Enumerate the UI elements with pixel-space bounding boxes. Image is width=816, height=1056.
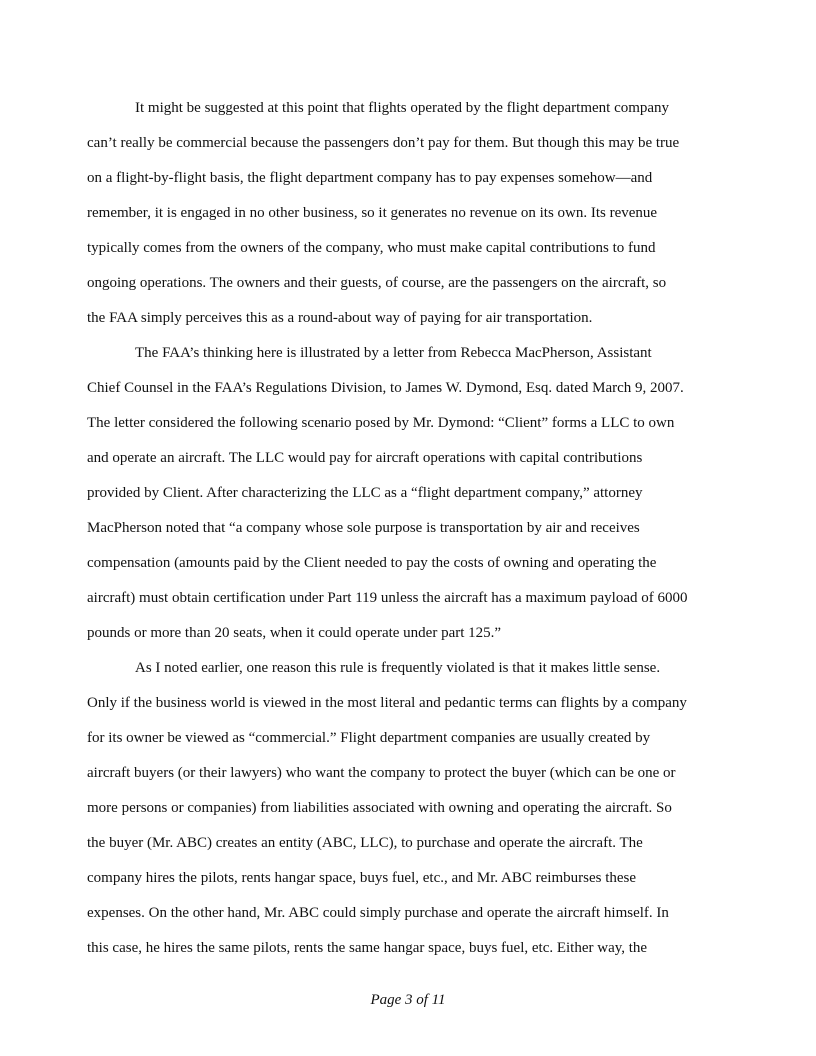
text-line: and operate an aircraft. The LLC would pay for aircraft operations with capital contributions [87,450,643,466]
text-line: provided by Client. After characterizing the LLC as a “flight department company,” attorney [87,485,643,501]
text-line: more persons or companies) from liabilities associated with owning and operating the aircraft. So [87,800,672,816]
text-line: the buyer (Mr. ABC) creates an entity (ABC, LLC), to purchase and operate the aircraft. The [87,835,643,851]
text-line: the FAA simply perceives this as a round-about way of paying for air transportation. [87,310,593,326]
text-line: As I noted earlier, one reason this rule is frequently violated is that it makes little sense. [135,660,661,676]
text-line: Chief Counsel in the FAA’s Regulations Division, to James W. Dymond, Esq. dated March 9, 2007. [87,380,684,396]
paragraph-2 [87,336,735,651]
text-line: company hires the pilots, rents hangar space, buys fuel, etc., and Mr. ABC reimburses these [87,870,637,886]
text-line: The letter considered the following scenario posed by Mr. Dymond: “Client” forms a LLC to own [87,415,675,431]
text-line: for its owner be viewed as “commercial.” Flight department companies are usually created by [87,730,651,746]
text-line: this case, he hires the same pilots, rents the same hangar space, buys fuel, etc. Either way, the [87,940,648,956]
paragraph-1 [87,91,735,336]
text-line: It might be suggested at this point that flights operated by the flight department company [135,100,670,116]
text-line: Only if the business world is viewed in the most literal and pedantic terms can flights by a company [87,695,687,711]
text-line: pounds or more than 20 seats, when it could operate under part 125.” [87,625,502,641]
document-body [87,91,735,966]
text-line: The FAA’s thinking here is illustrated by a letter from Rebecca MacPherson, Assistant [135,345,652,361]
text-line: compensation (amounts paid by the Client needed to pay the costs of owning and operating the [87,555,657,571]
text-line: expenses. On the other hand, Mr. ABC could simply purchase and operate the aircraft himself. In [87,905,669,921]
text-line: MacPherson noted that “a company whose sole purpose is transportation by air and receives [87,520,640,536]
text-line: aircraft) must obtain certification under Part 119 unless the aircraft has a maximum payload of 6000 [87,590,688,606]
text-line: ongoing operations. The owners and their guests, of course, are the passengers on the aircraft, so [87,275,667,291]
text-line: aircraft buyers (or their lawyers) who want the company to protect the buyer (which can be one or [87,765,676,781]
text-line: remember, it is engaged in no other business, so it generates no revenue on its own. Its revenue [87,205,658,221]
paragraph-3 [87,651,735,966]
page-number-footer: Page 3 of 11 [370,992,446,1008]
text-line: on a flight-by-flight basis, the flight department company has to pay expenses somehow—and [87,170,653,186]
text-line: can’t really be commercial because the passengers don’t pay for them. But though this may be true [87,135,680,151]
text-line: typically comes from the owners of the company, who must make capital contributions to fund [87,240,656,256]
